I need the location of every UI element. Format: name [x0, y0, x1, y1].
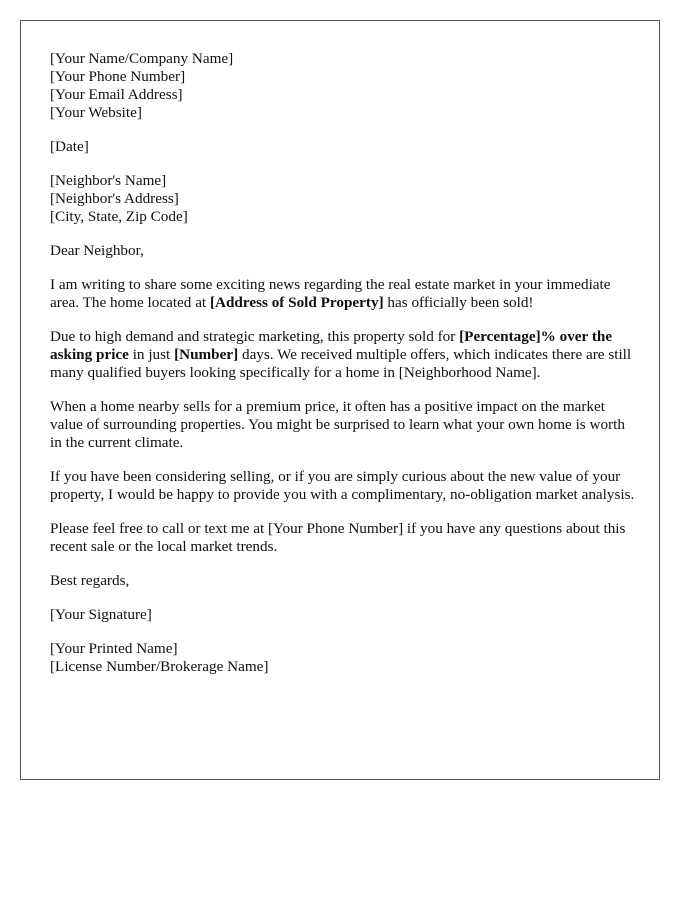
percentage-over-asking: [Percentage]% over the asking price — [50, 328, 613, 363]
letter-page — [20, 20, 660, 780]
printed-name: [Your Printed Name] — [50, 640, 178, 657]
sender-block — [50, 50, 640, 122]
recipient-address: [Neighbor's Address] — [50, 190, 179, 207]
signoff-block — [50, 640, 640, 676]
signature-placeholder: [Your Signature] — [50, 606, 152, 623]
recipient-block — [50, 172, 640, 226]
recipient-name: [Neighbor's Name] — [50, 172, 167, 189]
p2-text-after: days. We received multiple offers, which indicates there are still many qualified buyers looking specifically for a home in [Neighborhood Name]. — [50, 346, 632, 381]
sender-email: [Your Email Address] — [50, 86, 183, 103]
p1-text-after: has officially been sold! — [383, 294, 534, 311]
paragraph-market-impact: When a home nearby sells for a premium price, it often has a positive impact on the market value of surrounding properties. You might be surprised to learn what your own home is worth in the current climate. — [50, 398, 625, 451]
paragraph-sale-announcement — [50, 276, 640, 312]
sender-website: [Your Website] — [50, 104, 142, 121]
sold-property-address: [Address of Sold Property] — [209, 294, 384, 311]
p1-text-before: I am writing to share some exciting news regarding the real estate market in your immediate area. The home located at — [50, 276, 611, 311]
letter-body — [50, 50, 640, 692]
salutation: Dear Neighbor, — [50, 242, 144, 259]
recipient-city-state-zip: [City, State, Zip Code] — [50, 208, 188, 225]
p2-text-before: Due to high demand and strategic marketing, this property sold for — [50, 328, 460, 345]
license-brokerage: [License Number/Brokerage Name] — [50, 658, 269, 675]
closing: Best regards, — [50, 572, 130, 589]
p2-text-middle: in just — [128, 346, 175, 363]
letter-date: [Date] — [50, 138, 89, 155]
paragraph-sale-details — [50, 328, 640, 382]
date-block — [50, 138, 640, 156]
sender-name-company: [Your Name/Company Name] — [50, 50, 234, 67]
sender-phone: [Your Phone Number] — [50, 68, 186, 85]
paragraph-offer-analysis: If you have been considering selling, or if you are simply curious about the new value of your property, I would be happy to provide you with a complimentary, no-obligation market analysis. — [50, 468, 635, 503]
days-number: [Number] — [174, 346, 239, 363]
paragraph-contact: Please feel free to call or text me at [Your Phone Number] if you have any questions about this recent sale or the local market trends. — [50, 520, 626, 555]
